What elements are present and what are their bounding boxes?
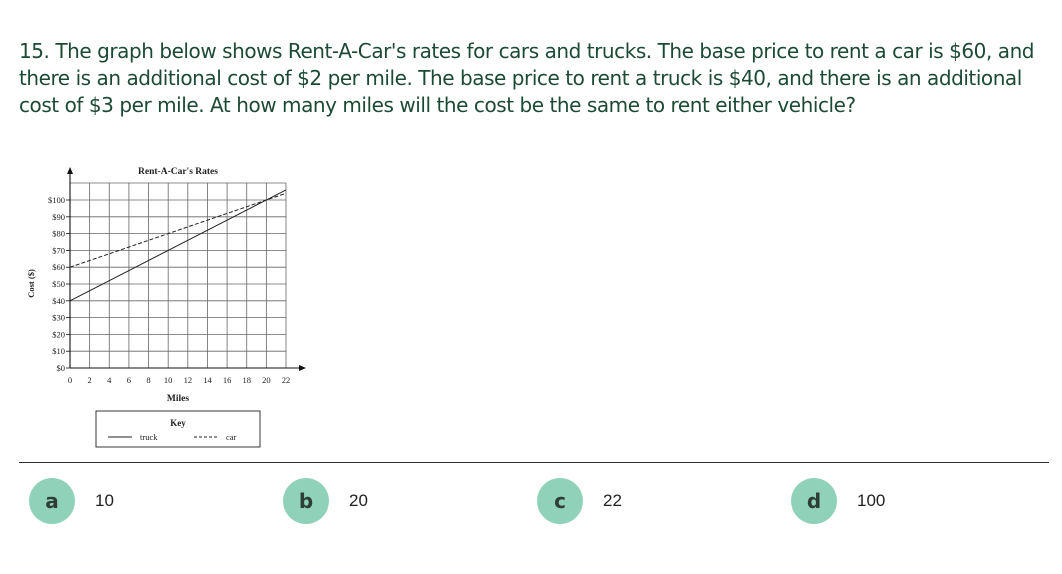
choice-c[interactable] <box>537 478 622 524</box>
x-axis-label: Miles <box>166 394 190 404</box>
x-tick-label: 22 <box>281 375 291 385</box>
choice-d-letter: d <box>791 478 837 524</box>
choice-d[interactable] <box>791 478 885 524</box>
x-tick-label: 20 <box>262 375 271 385</box>
chart-title: Rent-A-Car's Rates <box>138 167 218 177</box>
rates-chart <box>20 160 320 455</box>
y-axis-label: Cost ($) <box>26 269 36 298</box>
y-tick-label: $30 <box>52 312 65 323</box>
choice-b-answer: 20 <box>349 491 368 510</box>
choice-b-letter: b <box>283 478 329 524</box>
legend-label-car: car <box>226 432 237 442</box>
y-axis-arrow <box>67 167 73 174</box>
y-tick-label: $40 <box>52 295 65 306</box>
choice-a[interactable] <box>29 478 114 524</box>
choice-c-letter: c <box>537 478 583 524</box>
y-tick-label: $70 <box>52 245 65 256</box>
y-tick-label: $0 <box>56 363 65 373</box>
legend-label-truck: truck <box>140 432 158 442</box>
choice-a-answer: 10 <box>95 491 114 510</box>
question-text: 15. The graph below shows Rent-A-Car's rates for cars and trucks. The base price to rent a car is $60, and there is an additional cost of $2 per mile. The base price to rent a truck is $40, and there is an additional cost of $3 per mile. At how many miles will the cost be the same to rent either vehicle? <box>19 39 1035 117</box>
legend-title: Key <box>170 418 186 428</box>
x-tick-label: 12 <box>183 375 193 385</box>
y-tick-label: $90 <box>52 211 65 222</box>
x-tick-label: 8 <box>146 375 151 385</box>
divider <box>19 462 1049 463</box>
choice-c-answer: 22 <box>603 491 622 510</box>
choice-a-letter: a <box>29 478 75 524</box>
x-tick-label: 6 <box>126 375 132 385</box>
x-tick-label: 18 <box>242 375 251 385</box>
x-tick-label: 16 <box>222 375 232 385</box>
x-tick-label: 0 <box>67 375 73 385</box>
choice-d-answer: 100 <box>857 491 886 510</box>
x-tick-label: 2 <box>87 375 92 385</box>
y-tick-label: $50 <box>52 279 65 289</box>
x-tick-label: 4 <box>107 375 112 385</box>
y-tick-label: $20 <box>52 329 65 340</box>
y-tick-label: $60 <box>52 262 65 273</box>
choice-b[interactable] <box>283 478 368 524</box>
x-tick-label: 10 <box>163 375 173 385</box>
x-tick-label: 14 <box>203 375 212 385</box>
y-tick-label: $80 <box>52 228 65 239</box>
y-tick-label: $100 <box>48 195 65 205</box>
y-tick-label: $10 <box>52 346 65 357</box>
rates-chart-svg <box>20 160 320 455</box>
x-axis-arrow <box>299 365 306 371</box>
series-line-car <box>70 193 286 267</box>
